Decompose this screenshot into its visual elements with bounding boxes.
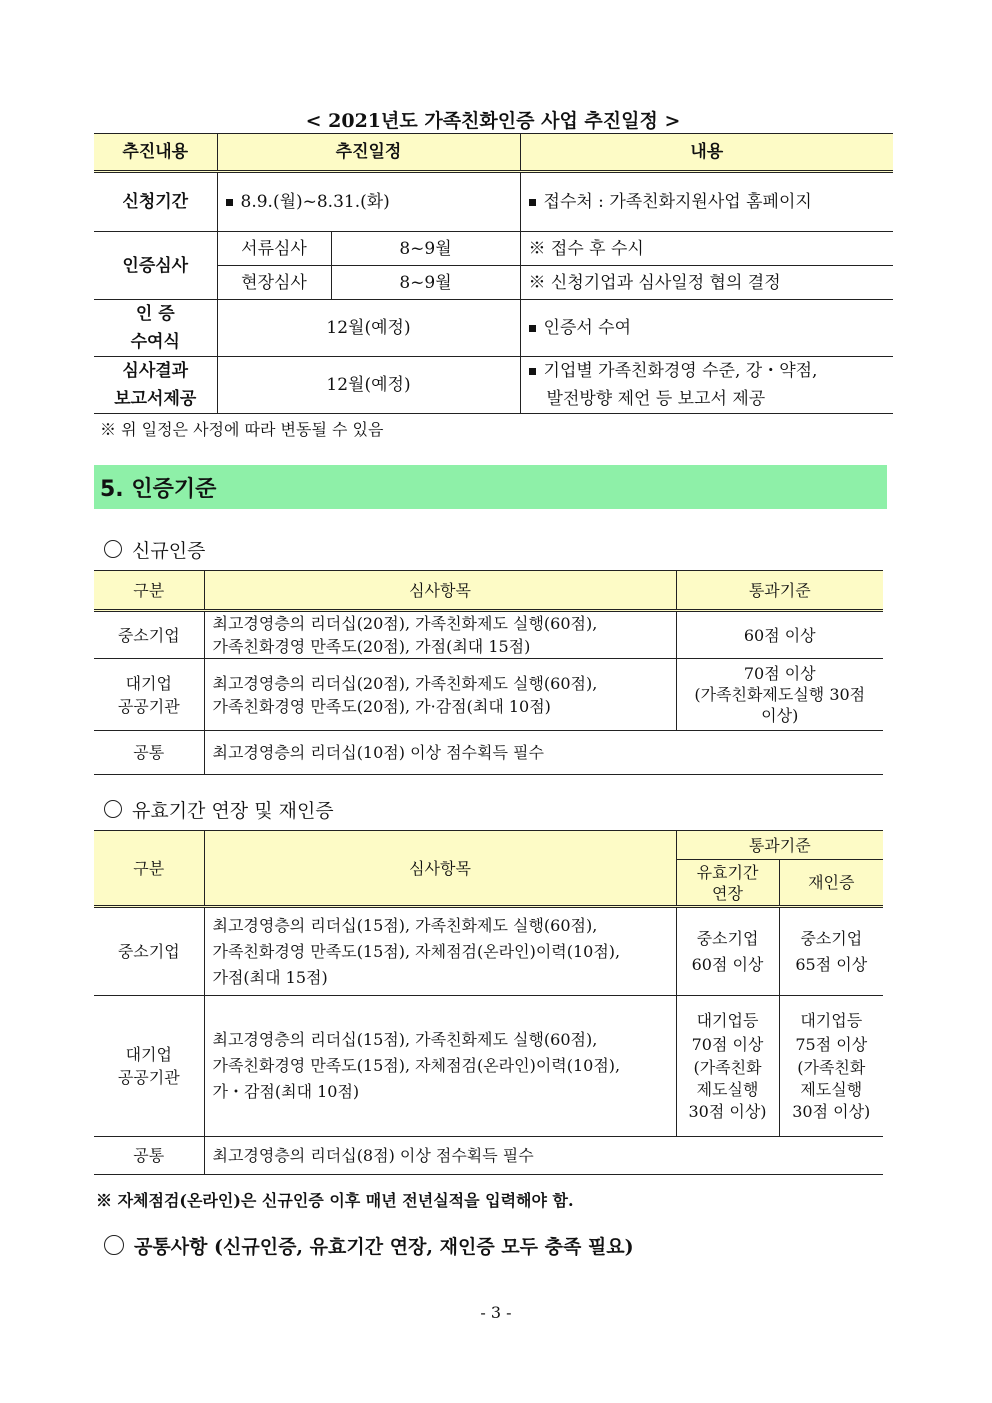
pass-line: 60점 이상: [691, 954, 764, 974]
category-cell: 중소기업: [94, 907, 204, 996]
pass-line: 65점 이상: [795, 954, 868, 974]
item-cell: [204, 659, 676, 731]
review-content: ※ 접수 후 수시: [520, 232, 893, 266]
category-cell: 공통: [94, 1137, 204, 1175]
table-row: [94, 659, 883, 731]
pass-line: 제도실행: [800, 1080, 863, 1099]
pass-line: 이상): [761, 706, 799, 725]
table-row: [94, 907, 883, 996]
review-period: 8~9월: [331, 266, 520, 300]
schedule-header-row: [94, 134, 893, 172]
period-text: 8.9.(월)~8.31.(화): [240, 192, 390, 212]
square-bullet-icon: [529, 325, 536, 332]
category-line: 공공기관: [117, 696, 180, 716]
header-cell: 심사항목: [204, 831, 676, 907]
row-label: 신청기간: [94, 172, 217, 232]
category-line: 중소기업: [117, 625, 180, 645]
pass-line: 30점 이상): [792, 1102, 871, 1121]
circle-bullet-icon: [104, 1235, 124, 1255]
header-cell: 구분: [94, 831, 204, 907]
row-label: [94, 300, 217, 357]
square-bullet-icon: [529, 199, 536, 206]
category-line: 대기업: [125, 673, 172, 693]
item-line: 최고경영층의 리더십(20점), 가족친화제도 실행(60점),: [212, 673, 598, 693]
pass-cell: [676, 659, 883, 731]
item-line: 가족친화경영 만족도(15점), 자체점검(온라인)이력(10점),: [212, 941, 621, 961]
table-row-common: [94, 1137, 883, 1175]
item-cell: [204, 611, 676, 659]
category-cell: [94, 659, 204, 731]
item-line: 최고경영층의 리더십(20점), 가족친화제도 실행(60점),: [212, 614, 598, 633]
pass-cell: [779, 907, 883, 996]
pass-line: (가족친화: [693, 1058, 762, 1077]
item-line: 가・감점(최대 10점): [212, 1082, 360, 1101]
review-type: 현장심사: [217, 266, 331, 300]
pass-line: 중소기업: [696, 928, 759, 948]
schedule-row-review-doc: [94, 232, 893, 266]
renew-header-row: [94, 831, 883, 860]
schedule-note: ※ 위 일정은 사정에 따라 변동될 수 있음: [100, 419, 384, 439]
subsection-new-cert: [104, 534, 205, 564]
category-line: 대기업: [125, 1045, 172, 1064]
item-line: 최고경영층의 리더십(15점), 가족친화제도 실행(60점),: [212, 1030, 598, 1049]
subsection-title: 신규인증: [132, 539, 206, 562]
header-cell: [676, 860, 779, 907]
content-text: 기업별 가족친화경영 수준, 강・약점,: [543, 361, 818, 381]
table-row-common: [94, 731, 883, 775]
header-line: 유효기간: [696, 862, 759, 882]
item-line: 가족친화경영 만족도(15점), 자체점검(온라인)이력(10점),: [212, 1056, 621, 1075]
pass-line: (가족친화제도실행 30점: [694, 685, 866, 704]
category-cell: [94, 611, 204, 659]
label-line: 심사결과: [122, 361, 189, 381]
row-content: [520, 357, 893, 414]
label-line: 보고서제공: [114, 389, 197, 409]
row-label: 인증심사: [94, 232, 217, 300]
header-cell: 심사항목: [204, 571, 676, 611]
pass-cell: [676, 907, 779, 996]
pass-cell: [676, 611, 883, 659]
item-cell: [204, 996, 676, 1137]
category-line: 공공기관: [117, 1068, 180, 1087]
pass-line: 중소기업: [800, 928, 863, 948]
schedule-table: [94, 133, 893, 414]
row-period: [217, 172, 520, 232]
footnote: ※ 자체점검(온라인)은 신규인증 이후 매년 전년실적을 입력해야 함.: [96, 1190, 574, 1210]
schedule-row-report: [94, 357, 893, 414]
new-cert-header-row: [94, 571, 883, 611]
pass-line: 60점 이상: [743, 625, 816, 645]
item-cell: 최고경영층의 리더십(10점) 이상 점수획득 필수: [204, 731, 883, 775]
pass-cell: [779, 996, 883, 1137]
header-cell: 내용: [520, 134, 893, 172]
label-line: 인 증: [135, 304, 175, 324]
header-cell: 재인증: [779, 860, 883, 907]
row-content: [520, 300, 893, 357]
pass-line: (가족친화: [797, 1058, 866, 1077]
pass-line: 제도실행: [696, 1080, 759, 1099]
table-row: [94, 611, 883, 659]
item-line: 가점(최대 15점): [212, 967, 328, 987]
common-items-heading: [104, 1230, 634, 1260]
content-text: 접수처 : 가족친화지원사업 홈페이지: [543, 192, 812, 212]
header-cell: 구분: [94, 571, 204, 611]
schedule-row-award: [94, 300, 893, 357]
page-number: - 3 -: [480, 1302, 512, 1322]
review-content: ※ 신청기업과 심사일정 협의 결정: [520, 266, 893, 300]
category-cell: 공통: [94, 731, 204, 775]
common-items-text: 공통사항 (신규인증, 유효기간 연장, 재인증 모두 충족 필요): [134, 1235, 634, 1258]
renew-cert-table: [94, 830, 883, 1175]
item-cell: [204, 907, 676, 996]
label-line: 수여식: [130, 332, 180, 352]
row-content: [520, 172, 893, 232]
pass-cell: [676, 996, 779, 1137]
pass-line: 대기업등: [800, 1011, 863, 1030]
item-line: 가족친화경영 만족도(20점), 가·감점(최대 10점): [212, 696, 551, 716]
row-period: 12월(예정): [217, 357, 520, 414]
section-heading: 5. 인증기준: [94, 465, 887, 509]
pass-line: 75점 이상: [795, 1035, 868, 1054]
schedule-title: < 2021년도 가족친화인증 사업 추진일정 >: [305, 109, 681, 132]
category-cell: [94, 996, 204, 1137]
item-line: 가족친화경영 만족도(20점), 가점(최대 15점): [212, 637, 531, 656]
item-line: 최고경영층의 리더십(15점), 가족친화제도 실행(60점),: [212, 915, 598, 935]
new-cert-table: [94, 570, 883, 775]
review-period: 8~9월: [331, 232, 520, 266]
circle-bullet-icon: [104, 540, 122, 558]
table-row: [94, 996, 883, 1137]
subsection-title: 유효기간 연장 및 재인증: [132, 799, 334, 822]
circle-bullet-icon: [104, 800, 122, 818]
header-cell: 추진일정: [217, 134, 520, 172]
row-label: [94, 357, 217, 414]
review-type: 서류심사: [217, 232, 331, 266]
header-line: 연장: [712, 883, 743, 903]
content-text: 인증서 수여: [543, 318, 632, 338]
square-bullet-icon: [529, 368, 536, 375]
row-period: 12월(예정): [217, 300, 520, 357]
pass-line: 70점 이상: [691, 1035, 764, 1054]
pass-line: 70점 이상: [743, 664, 816, 683]
header-cell: 통과기준: [676, 831, 883, 860]
pass-line: 30점 이상): [688, 1102, 767, 1121]
subsection-renew-cert: [104, 794, 334, 824]
item-cell: 최고경영층의 리더십(8점) 이상 점수획득 필수: [204, 1137, 883, 1175]
pass-line: 대기업등: [696, 1011, 759, 1030]
square-bullet-icon: [226, 199, 233, 206]
header-cell: 통과기준: [676, 571, 883, 611]
content-text: 발전방향 제언 등 보고서 제공: [546, 389, 766, 409]
header-cell: 추진내용: [94, 134, 217, 172]
schedule-row-apply: [94, 172, 893, 232]
